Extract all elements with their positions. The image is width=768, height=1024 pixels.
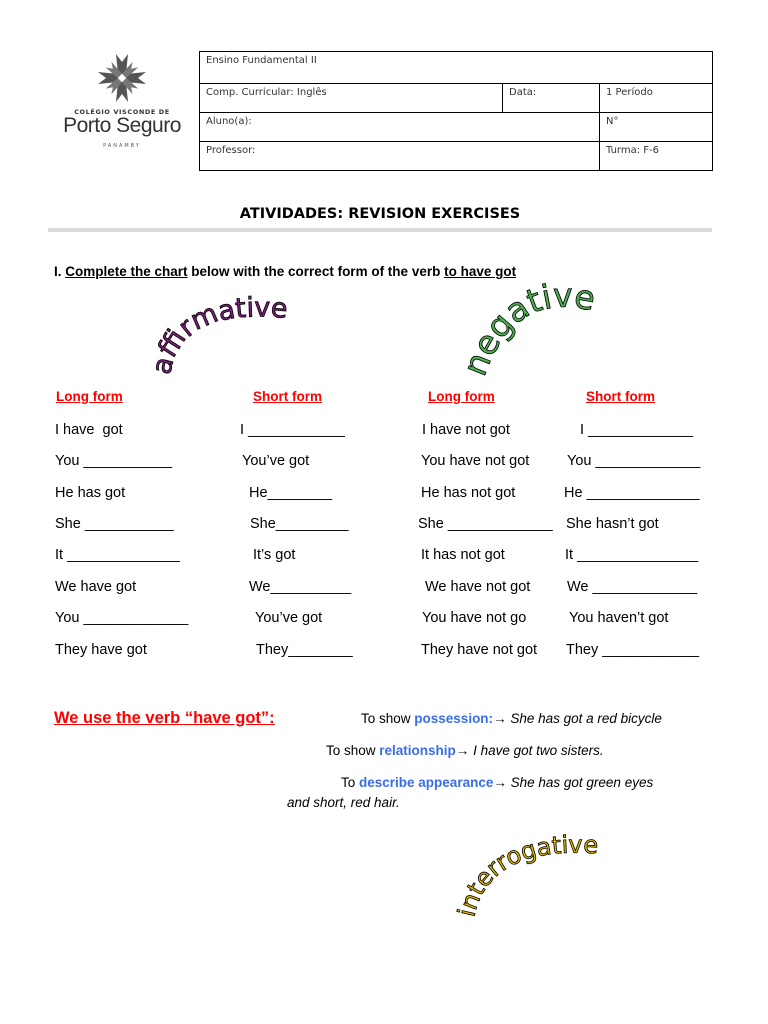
row-2-neg-long: You have not got (421, 453, 530, 469)
row-3-aff-short[interactable]: He________ (249, 485, 333, 501)
logo-line-2: Porto Seguro (63, 114, 181, 137)
logo-line-3: PANAMBY (103, 143, 141, 149)
row-7-aff-short: You’ve got (255, 610, 323, 626)
header-subject: Comp. Curricular: Inglês (200, 84, 503, 113)
header-table (199, 51, 713, 171)
header-date-field[interactable]: Data: (503, 84, 600, 113)
negative-wordart (454, 275, 650, 390)
negative-label: negative (454, 275, 599, 381)
row-1-aff-long: I have got (55, 422, 123, 438)
usage-line-4: and short, red hair. (287, 795, 400, 810)
row-5-aff-long[interactable]: It ______________ (55, 547, 180, 563)
row-8-neg-short[interactable]: They ____________ (566, 642, 700, 658)
usage-1-example: She has got a red bicycle (510, 711, 662, 726)
row-4-aff-long[interactable]: She ___________ (55, 516, 174, 532)
usage-3-keyword: describe appearance (359, 775, 494, 790)
usage-1-keyword: possession: (414, 711, 494, 726)
usage-2-prefix: To show (326, 743, 380, 758)
row-1-aff-short[interactable]: I ____________ (240, 422, 345, 438)
row-6-aff-short[interactable]: We__________ (249, 579, 352, 595)
svg-text:affirmative (146, 292, 288, 377)
instruction-part-2: below with the correct form of the verb (187, 264, 445, 279)
usage-1-prefix: To show (361, 711, 415, 726)
row-1-neg-long: I have not got (422, 422, 510, 438)
row-4-neg-short: She hasn’t got (566, 516, 659, 532)
row-3-aff-long: He has got (55, 485, 126, 501)
usage-3-prefix: To (341, 775, 360, 790)
school-logo-icon (52, 48, 192, 156)
header-period: 1 Período (600, 84, 713, 113)
usage-2-example: I have got two sisters. (473, 743, 604, 758)
header-teacher-field[interactable]: Professor: (200, 142, 600, 171)
row-8-aff-short[interactable]: They________ (256, 642, 353, 658)
row-2-aff-long[interactable]: You ___________ (55, 453, 173, 469)
usage-line-2 (326, 743, 604, 758)
interrogative-label: interrogative (452, 830, 599, 920)
col-aff-short: Short form (253, 389, 322, 404)
row-1-neg-short[interactable]: I _____________ (580, 422, 693, 438)
header-class: Turma: F-6 (600, 142, 713, 171)
svg-text:negative (455, 276, 598, 381)
usage-title: We use the verb “have got”: (54, 709, 275, 727)
header-student-field[interactable]: Aluno(a): (200, 113, 600, 142)
col-neg-long: Long form (428, 389, 495, 404)
instruction-part-1: Complete the chart (65, 264, 188, 279)
row-7-aff-long[interactable]: You _____________ (55, 610, 189, 626)
row-6-neg-short[interactable]: We _____________ (567, 579, 698, 595)
row-8-neg-long: They have not got (421, 642, 538, 658)
row-2-neg-short[interactable]: You _____________ (567, 453, 701, 469)
row-3-neg-long: He has not got (421, 485, 516, 501)
row-3-neg-short[interactable]: He ______________ (564, 485, 700, 501)
usage-line-3 (341, 775, 653, 790)
col-aff-long: Long form (56, 389, 123, 404)
row-5-neg-long: It has not got (421, 547, 505, 563)
logo-line-1: COLÉGIO VISCONDE DE (74, 108, 170, 116)
instruction (54, 264, 516, 279)
row-5-neg-short[interactable]: It _______________ (565, 547, 699, 563)
row-7-neg-long: You have not go (422, 610, 527, 626)
usage-1-arrow: → (493, 711, 511, 726)
header-number-field[interactable]: N° (600, 113, 713, 142)
svg-text:interrogative (453, 831, 599, 920)
affirmative-wordart (140, 280, 320, 390)
row-4-neg-long[interactable]: She _____________ (418, 516, 553, 532)
usage-3-arrow: → (493, 775, 511, 790)
page-title: ATIVIDADES: REVISION EXERCISES (239, 206, 521, 222)
instruction-part-3: to have got (444, 264, 517, 279)
row-5-aff-short: It’s got (253, 547, 296, 563)
col-neg-short: Short form (586, 389, 655, 404)
instruction-number: I. (54, 264, 66, 279)
usage-line-1 (361, 711, 662, 726)
header-level: Ensino Fundamental II (200, 52, 713, 84)
usage-2-keyword: relationship (379, 743, 456, 758)
row-6-aff-long: We have got (55, 579, 137, 595)
title-divider (48, 228, 712, 232)
row-7-neg-short: You haven’t got (569, 610, 669, 626)
row-8-aff-long: They have got (55, 642, 147, 658)
row-4-aff-short[interactable]: She_________ (250, 516, 349, 532)
row-6-neg-long: We have not got (425, 579, 531, 595)
usage-3-example: She has got green eyes (510, 775, 654, 790)
affirmative-label: affirmative (146, 292, 289, 378)
usage-2-arrow: → (455, 743, 474, 758)
row-2-aff-short: You’ve got (242, 453, 310, 469)
interrogative-wordart (450, 820, 640, 930)
